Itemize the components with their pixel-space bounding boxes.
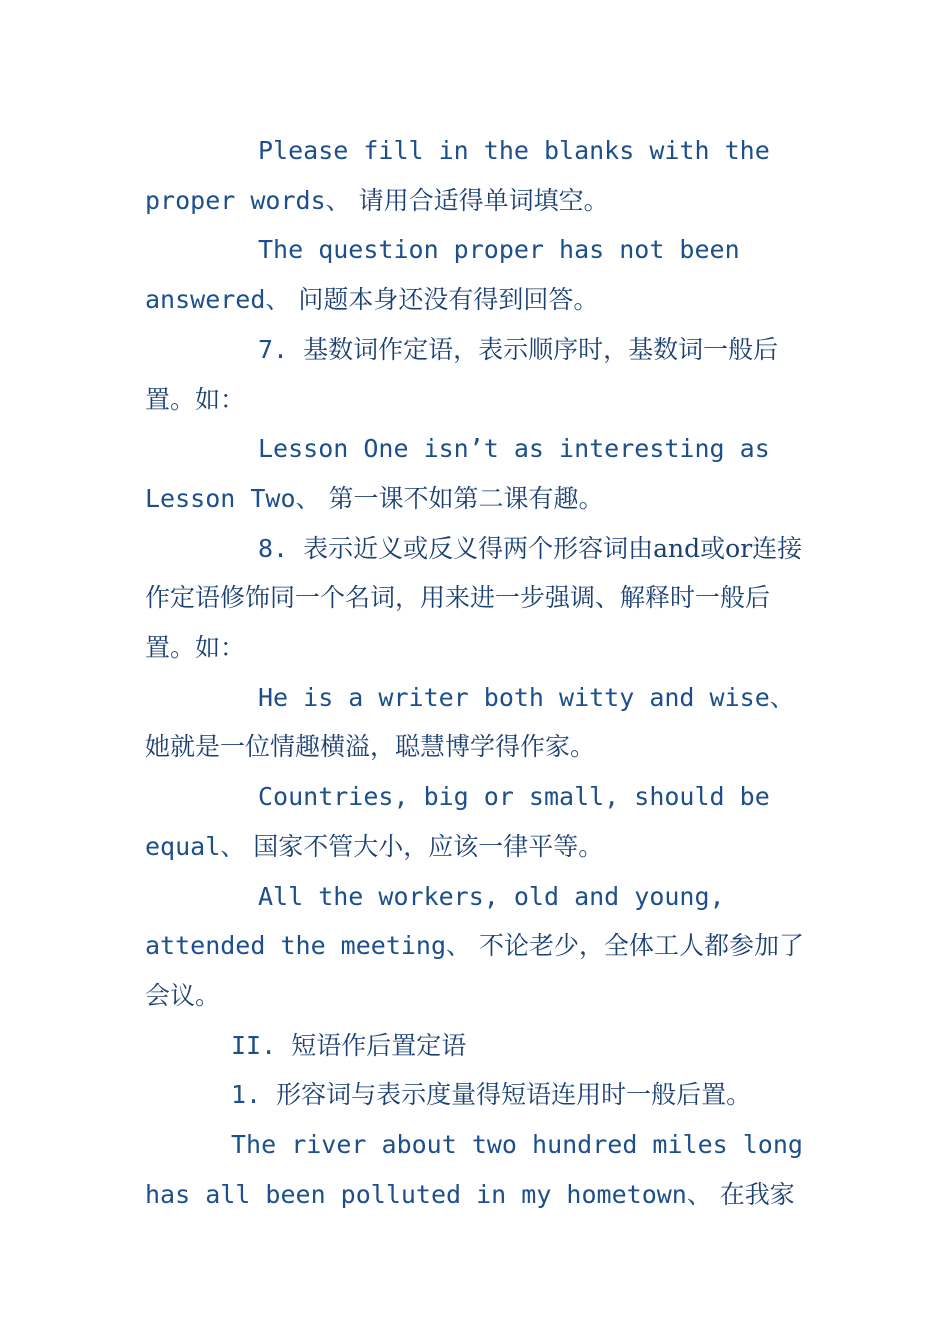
english-sentence: Countries, big or small, should be equal、 (145, 782, 770, 861)
chinese-translation: 她就是一位情趣横溢，聪慧博学得作家。 (145, 732, 596, 762)
paragraph-example-proper-words (145, 126, 805, 225)
english-sentence: Lesson One isn’t as interesting as Lesson Two、 (145, 434, 770, 513)
english-sentence: Please fill in the blanks with the proper words、 (145, 136, 770, 215)
rule-text: 表示近义或反义得两个形容词由and或or连接作定语修饰同一个名词，用来进一步强调、解释时一般后置。如： (145, 533, 803, 663)
document-body (145, 126, 805, 1219)
chinese-translation: 在我家 (711, 1179, 795, 1209)
english-sentence: He is a writer both witty and wise、 (258, 682, 795, 712)
english-sentence: All the workers, old and young, attended the meeting、 (145, 881, 725, 961)
chinese-translation: 不论老少，全体工人都参加了会议。 (145, 931, 804, 1010)
english-sentence: The river about two hundred miles long has all been polluted in my hometown、 (145, 1130, 803, 1209)
paragraph-example-lesson-one (145, 424, 805, 523)
paragraph-rule-7 (145, 325, 805, 424)
chinese-translation: 第一课不如第二课有趣。 (320, 483, 604, 513)
paragraph-example-writer (145, 673, 805, 772)
chinese-translation: 国家不管大小，应该一律平等。 (245, 831, 604, 861)
rule-number: 1. (231, 1080, 277, 1110)
chinese-translation: 问题本身还没有得到回答。 (290, 285, 599, 315)
rule-number: 8. (258, 533, 304, 563)
rule-text: 基数词作定语，表示顺序时，基数词一般后置。如： (145, 334, 779, 414)
section-title: 短语作后置定语 (291, 1030, 467, 1060)
section-number: II. (231, 1030, 292, 1060)
english-sentence: The question proper has not been answered、 (145, 235, 740, 315)
paragraph-example-river (145, 1120, 805, 1219)
paragraph-rule-8 (145, 524, 805, 673)
rule-number: 7. (258, 334, 304, 364)
paragraph-example-countries (145, 772, 805, 871)
rule-text: 形容词与表示度量得短语连用时一般后置。 (276, 1080, 752, 1110)
paragraph-example-workers (145, 872, 805, 1021)
section-heading-ii (145, 1021, 805, 1071)
paragraph-example-question-proper (145, 225, 805, 324)
chinese-translation: 请用合适得单词填空。 (350, 185, 609, 215)
paragraph-rule-1 (145, 1070, 805, 1120)
